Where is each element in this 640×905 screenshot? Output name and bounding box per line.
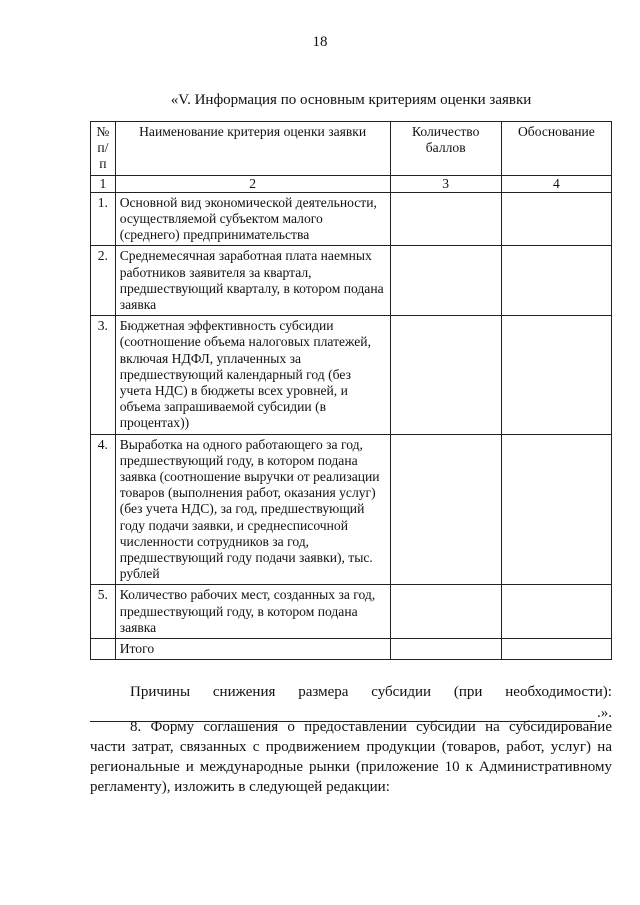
score-cell[interactable] (390, 585, 501, 639)
justification-cell[interactable] (501, 246, 611, 316)
table-index-row (91, 175, 612, 192)
index-cell: 4 (501, 175, 611, 192)
header-criterion: Наименование критерия оценки заявки (115, 122, 390, 176)
table-row (91, 316, 612, 434)
criterion-name: Основной вид экономической деятельности, осуществляемой субъектом малого (среднего) предпринимательства (115, 192, 390, 246)
header-number: № п/п (91, 122, 116, 176)
criterion-name: Количество рабочих мест, созданных за год, предшествующий году, в котором подана заявка (115, 585, 390, 639)
reasons-heading (90, 684, 612, 701)
justification-cell[interactable] (501, 434, 611, 585)
score-cell[interactable] (390, 192, 501, 246)
reasons-word: субсидии (371, 684, 432, 700)
table-row (91, 192, 612, 246)
row-number: 2. (91, 246, 116, 316)
paragraph-8: 8. Форму соглашения о предоставлении субсидии на субсидирование части затрат, связанных с продвижением продукции (товаров, работ, услуг) на региональные и международные рынки (приложение 10 к Административному регламенту), изложить в следующей редакции: (90, 719, 612, 795)
total-label: Итого (115, 639, 390, 660)
header-justification: Обоснование (501, 122, 611, 176)
index-cell: 1 (91, 175, 116, 192)
total-justification-cell[interactable] (501, 639, 611, 660)
header-score: Количество баллов (390, 122, 501, 176)
criterion-name: Среднемесячная заработная плата наемных работников заявителя за квартал, предшествующий кварталу, в котором подана заявка (115, 246, 390, 316)
table-row (91, 585, 612, 639)
row-number: 3. (91, 316, 116, 434)
section-title: «V. Информация по основным критериям оценки заявки (170, 92, 532, 108)
total-number-cell (91, 639, 116, 660)
row-number: 5. (91, 585, 116, 639)
table-header-row (91, 122, 612, 176)
row-number: 1. (91, 192, 116, 246)
score-cell[interactable] (390, 434, 501, 585)
row-number: 4. (91, 434, 116, 585)
reasons-word: необходимости): (505, 684, 612, 700)
index-cell: 3 (390, 175, 501, 192)
reasons-closing: .». (597, 705, 612, 721)
table-row (91, 434, 612, 585)
reasons-word: снижения (212, 684, 276, 700)
criterion-name: Бюджетная эффективность субсидии (соотношение объема налоговых платежей, включая НДФЛ, уплаченных за предшествующий календарный год (без учета НДС) в бюджеты всех уровней, и объема запрашиваемой субсидии (в процентах)) (115, 316, 390, 434)
score-cell[interactable] (390, 316, 501, 434)
reasons-word: (при (453, 684, 483, 700)
reasons-word: Причины (130, 684, 191, 700)
justification-cell[interactable] (501, 585, 611, 639)
reasons-word: размера (298, 684, 349, 700)
criteria-table (90, 121, 612, 660)
table-row (91, 246, 612, 316)
table-total-row (91, 639, 612, 660)
index-cell: 2 (115, 175, 390, 192)
total-score-cell[interactable] (390, 639, 501, 660)
justification-cell[interactable] (501, 316, 611, 434)
criterion-name: Выработка на одного работающего за год, предшествующий году, в котором подана заявка (соотношение выручки от реализации товаров (выполнения работ, оказания услуг) (без учета НДС), за год, предшествующий году подачи заявки, и среднесписочной численности сотрудников за год, предшествующий году подачи заявки), тыс. рублей (115, 434, 390, 585)
page-number: 18 (312, 34, 328, 50)
score-cell[interactable] (390, 246, 501, 316)
justification-cell[interactable] (501, 192, 611, 246)
